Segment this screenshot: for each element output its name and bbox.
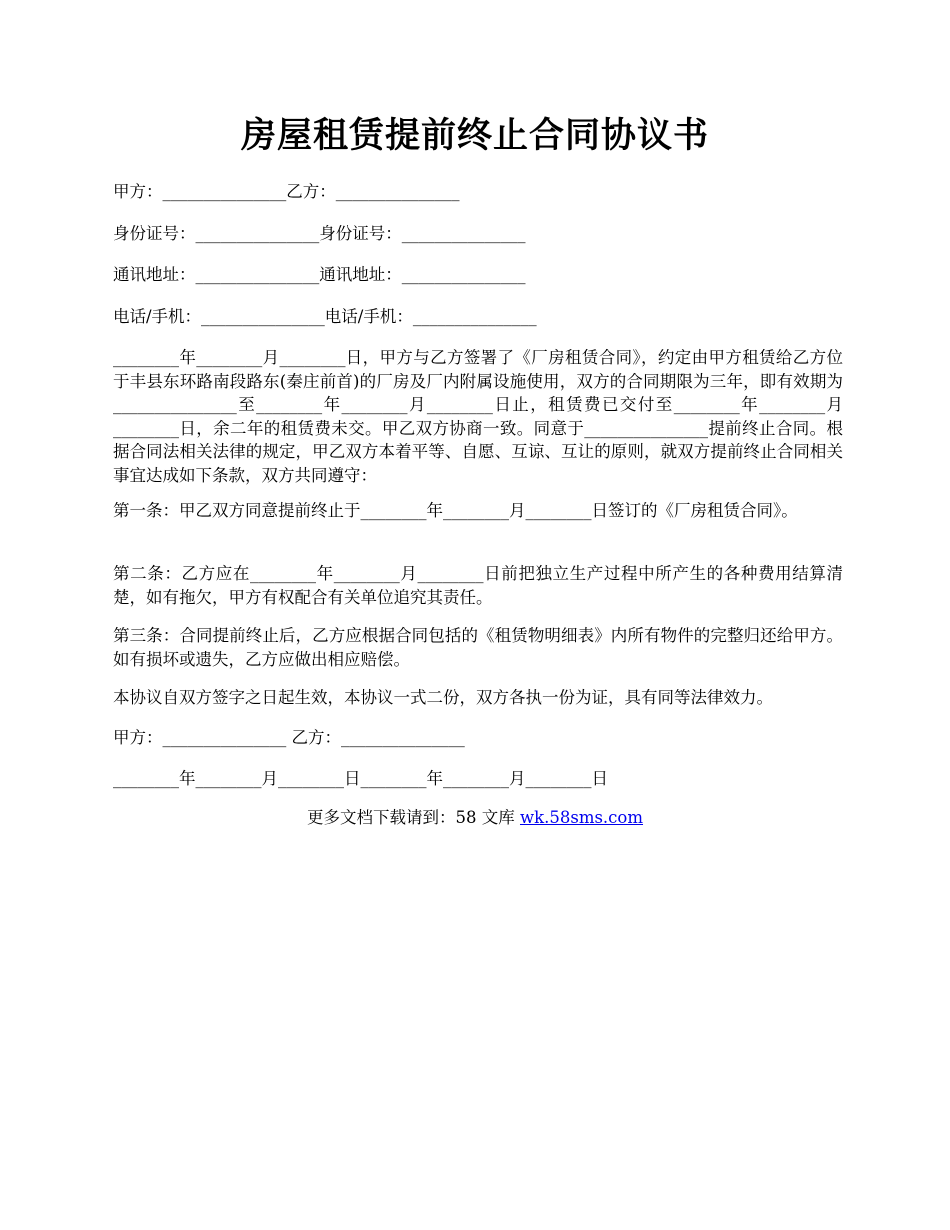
clause-1: 第一条：甲乙双方同意提前终止于________年________月________日签订的《厂房租赁合同》。 (113, 501, 798, 520)
id-number-line: 身份证号：_______________身份证号：_______________ (113, 224, 526, 243)
address-line: 通讯地址：_______________通讯地址：_______________ (113, 265, 526, 284)
clause-3: 第三条：合同提前终止后，乙方应根据合同包括的《租赁物明细表》内所有物件的完整归还给甲方。如有损坏或遗失，乙方应做出相应赔偿。 (113, 626, 843, 669)
signature-line: 甲方：_______________ 乙方：_______________ (113, 728, 465, 747)
effect-clause: 本协议自双方签字之日起生效，本协议一式二份，双方各执一份为证，具有同等法律效力。 (113, 688, 773, 707)
footer-text: 更多文档下载请到：58 文库 (306, 808, 520, 827)
footer-link[interactable]: wk.58sms.com (519, 808, 643, 827)
document-title: 房屋租赁提前终止合同协议书 (240, 115, 709, 156)
party-line: 甲方：_______________乙方：_______________ (113, 182, 460, 201)
footer (0, 806, 950, 830)
phone-line: 电话/手机：_______________电话/手机：_______________ (113, 307, 537, 326)
intro-paragraph: ________年________月________日，甲方与乙方签署了《厂房租赁合同》，约定由甲方租赁给乙方位于丰县东环路南段路东(秦庄前首)的厂房及厂内附属设施使用，双方的合同期限为三年，即有效期为_______________至________年________月________日止，租赁费已交付至________年________月________日，余二年的租赁费未交。甲乙双方协商一致。同意于_______________提前终止合同。根据合同法相关法律的规定，甲乙双方本着平等、自愿、互谅、互让的原则，就双方提前终止合同相关事宜达成如下条款，双方共同遵守： (113, 348, 843, 485)
date-line: ________年________月________日________年________月________日 (113, 769, 608, 788)
clause-2: 第二条：乙方应在________年________月________日前把独立生产过程中所产生的各种费用结算清楚，如有拖欠，甲方有权配合有关单位追究其责任。 (113, 564, 843, 607)
